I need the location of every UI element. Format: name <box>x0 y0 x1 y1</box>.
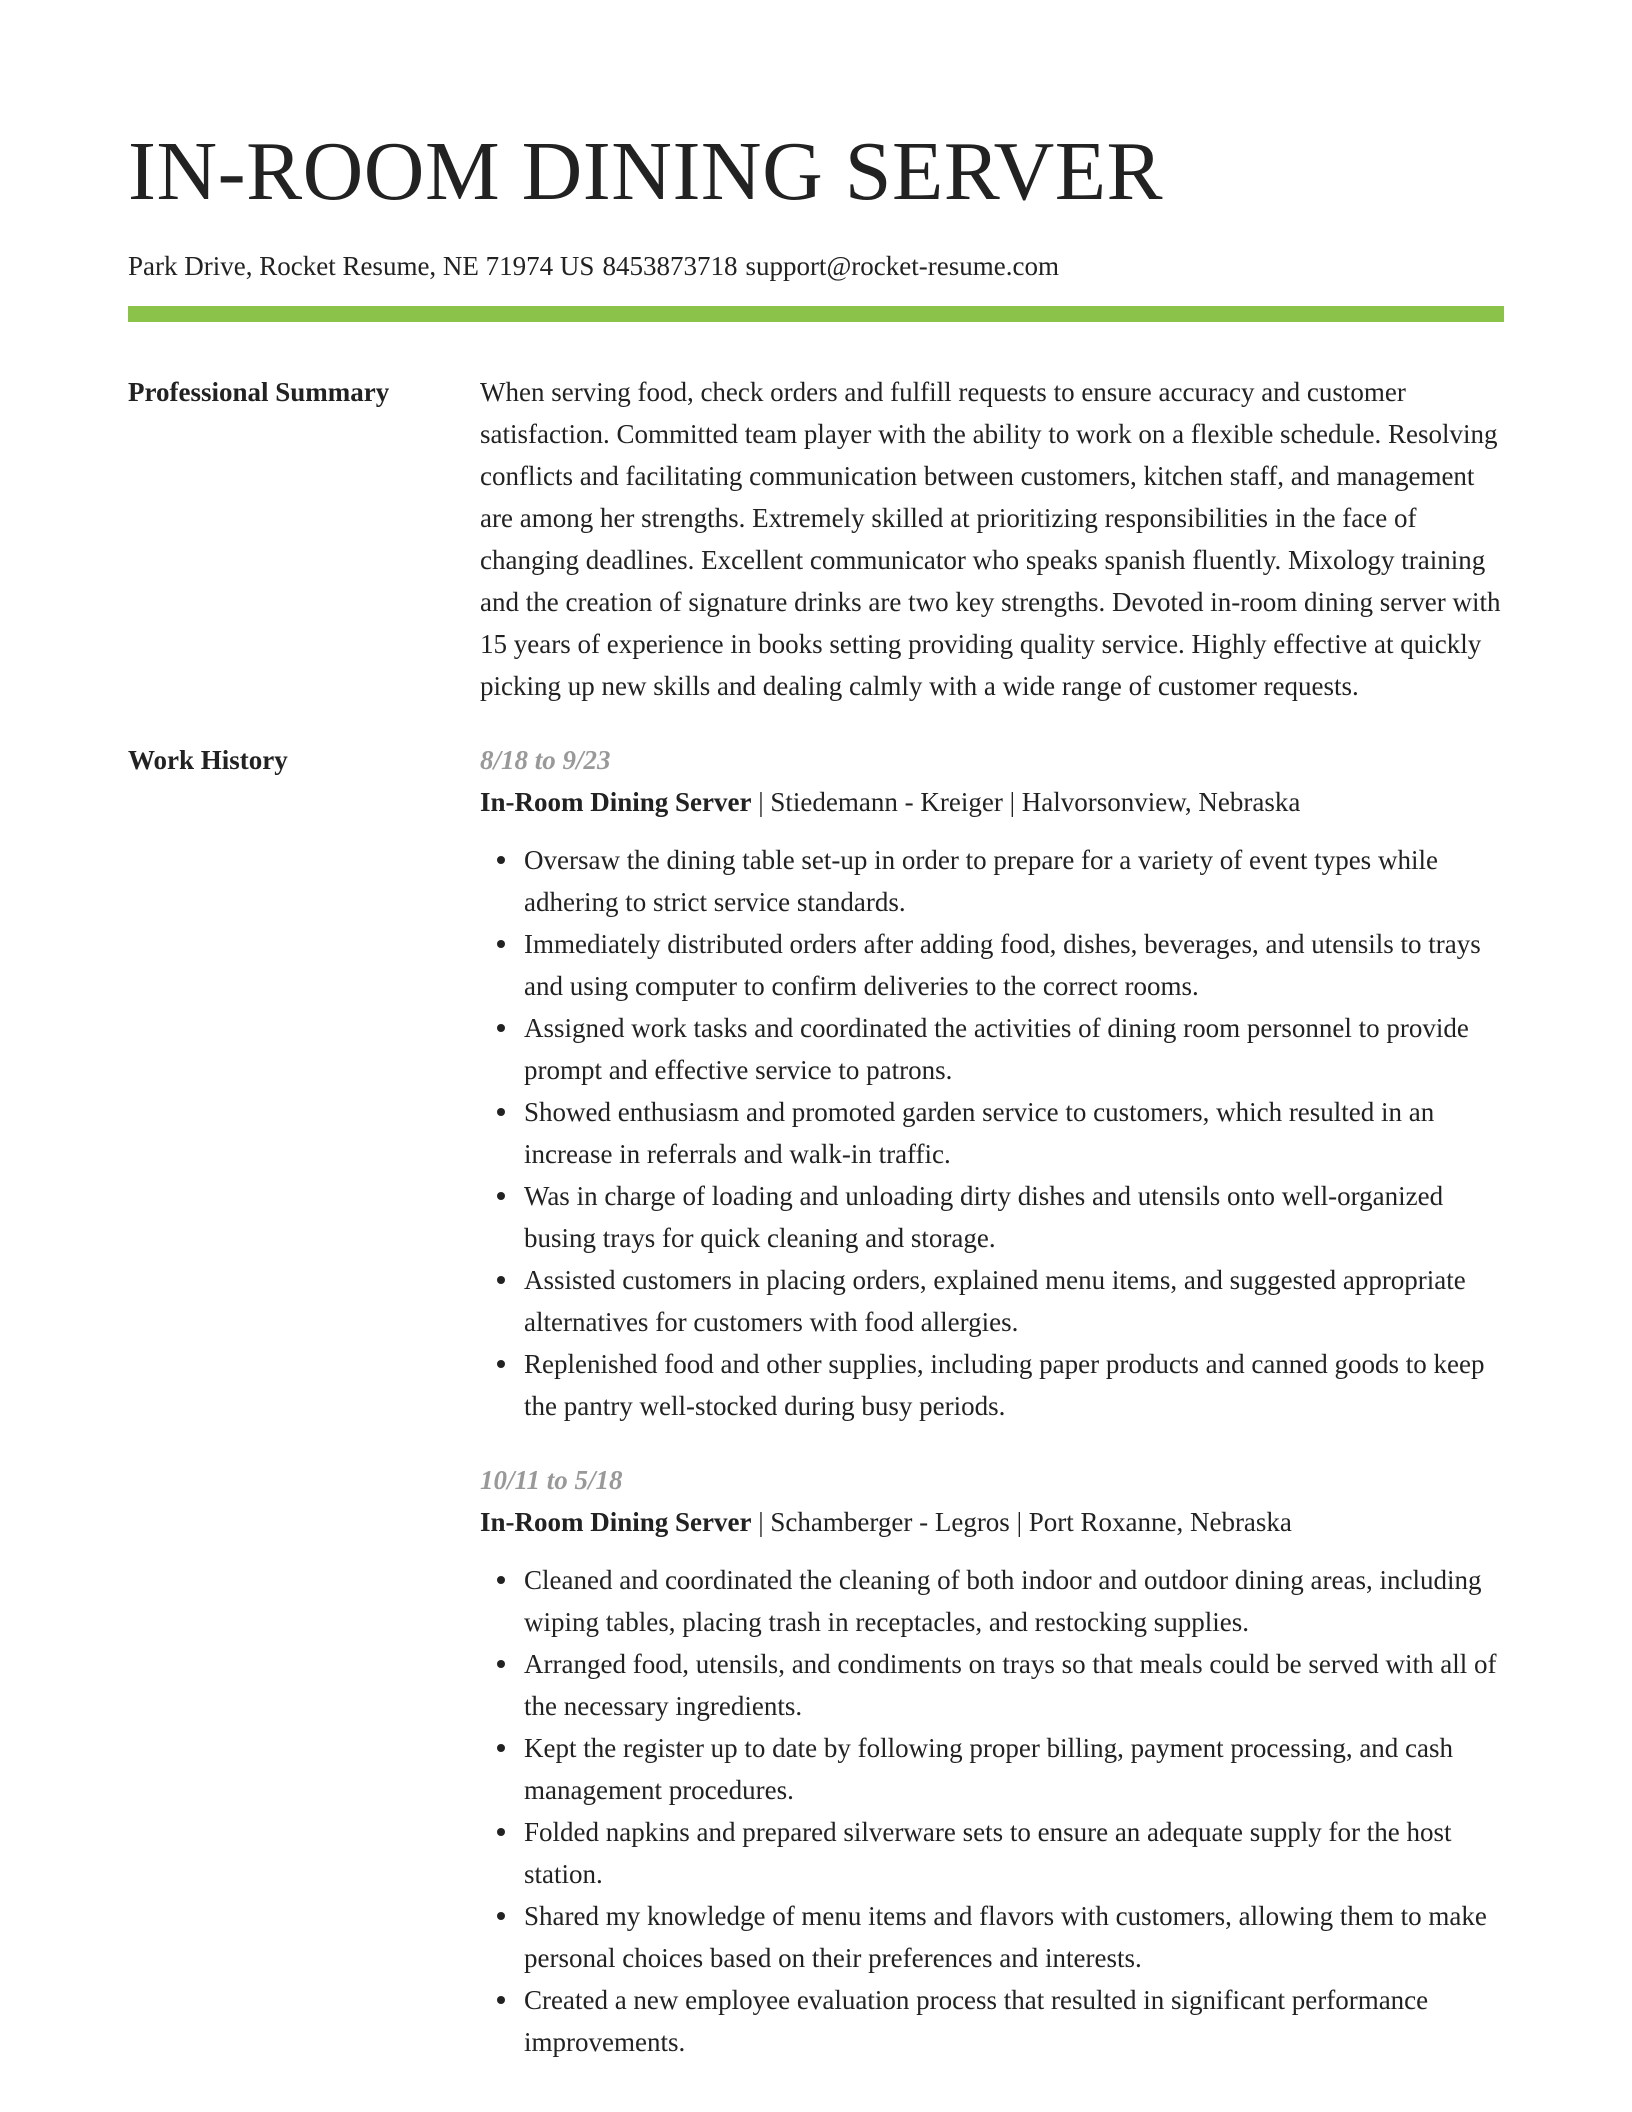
summary-section <box>128 371 1504 707</box>
job-title: In-Room Dining Server <box>480 1507 752 1537</box>
job-dates: 10/11 to 5/18 <box>480 1465 623 1495</box>
resume-title: IN-ROOM DINING SERVER <box>128 125 1164 218</box>
job-bullet: Created a new employee evaluation process that resulted in significant performance improvements. <box>524 1979 1504 2063</box>
work-history-section <box>128 739 1504 2063</box>
job-heading <box>480 1501 1504 1543</box>
job-bullet: Assigned work tasks and coordinated the activities of dining room personnel to provide prompt and effective service to patrons. <box>524 1007 1504 1091</box>
job-bullet: Arranged food, utensils, and condiments on trays so that meals could be served with all of the necessary ingredients. <box>524 1643 1504 1727</box>
work-history-heading: Work History <box>128 745 288 775</box>
summary-heading: Professional Summary <box>128 377 390 407</box>
job-heading <box>480 781 1504 823</box>
job-bullet: Was in charge of loading and unloading dirty dishes and utensils onto well-organized busing trays for quick cleaning and storage. <box>524 1175 1504 1259</box>
job-bullets <box>480 839 1504 1427</box>
job-details: | Stiedemann - Kreiger | Halvorsonview, Nebraska <box>751 787 1301 817</box>
resume-page <box>128 0 1504 2063</box>
contact-phone: 8453873718 <box>602 251 738 281</box>
job-entry <box>480 739 1504 1427</box>
job-bullet: Oversaw the dining table set-up in order to prepare for a variety of event types while adhering to strict service standards. <box>524 839 1504 923</box>
job-bullet: Cleaned and coordinated the cleaning of both indoor and outdoor dining areas, including wiping tables, placing trash in receptacles, and restocking supplies. <box>524 1559 1504 1643</box>
job-bullet: Assisted customers in placing orders, explained menu items, and suggested appropriate alternatives for customers with food allergies. <box>524 1259 1504 1343</box>
job-bullet: Kept the register up to date by following proper billing, payment processing, and cash management procedures. <box>524 1727 1504 1811</box>
job-bullets <box>480 1559 1504 2063</box>
job-title: In-Room Dining Server <box>480 787 752 817</box>
job-dates: 8/18 to 9/23 <box>480 745 611 775</box>
header-divider <box>128 306 1504 322</box>
job-bullet: Replenished food and other supplies, including paper products and canned goods to keep the pantry well-stocked during busy periods. <box>524 1343 1504 1427</box>
contact-line <box>128 248 1504 284</box>
job-bullet: Showed enthusiasm and promoted garden service to customers, which resulted in an increase in referrals and walk-in traffic. <box>524 1091 1504 1175</box>
contact-address: Park Drive, Rocket Resume, NE 71974 US <box>128 251 595 281</box>
job-entry <box>480 1459 1504 2063</box>
summary-text: When serving food, check orders and fulfill requests to ensure accuracy and customer satisfaction. Committed team player with the ability to work on a flexible schedule. Resolving conflicts and facilitating communication between customers, kitchen staff, and management are among her strengths. Extremely skilled at prioritizing responsibilities in the face of changing deadlines. Excellent communicator who speaks spanish fluently. Mixology training and the creation of signature drinks are two key strengths. Devoted in-room dining server with 15 years of experience in books setting providing quality service. Highly effective at quickly picking up new skills and dealing calmly with a wide range of customer requests. <box>480 377 1501 701</box>
job-bullet: Folded napkins and prepared silverware sets to ensure an adequate supply for the host station. <box>524 1811 1504 1895</box>
contact-email: support@rocket-resume.com <box>745 251 1059 281</box>
job-details: | Schamberger - Legros | Port Roxanne, Nebraska <box>751 1507 1292 1537</box>
job-bullet: Shared my knowledge of menu items and flavors with customers, allowing them to make personal choices based on their preferences and interests. <box>524 1895 1504 1979</box>
job-bullet: Immediately distributed orders after adding food, dishes, beverages, and utensils to trays and using computer to confirm deliveries to the correct rooms. <box>524 923 1504 1007</box>
